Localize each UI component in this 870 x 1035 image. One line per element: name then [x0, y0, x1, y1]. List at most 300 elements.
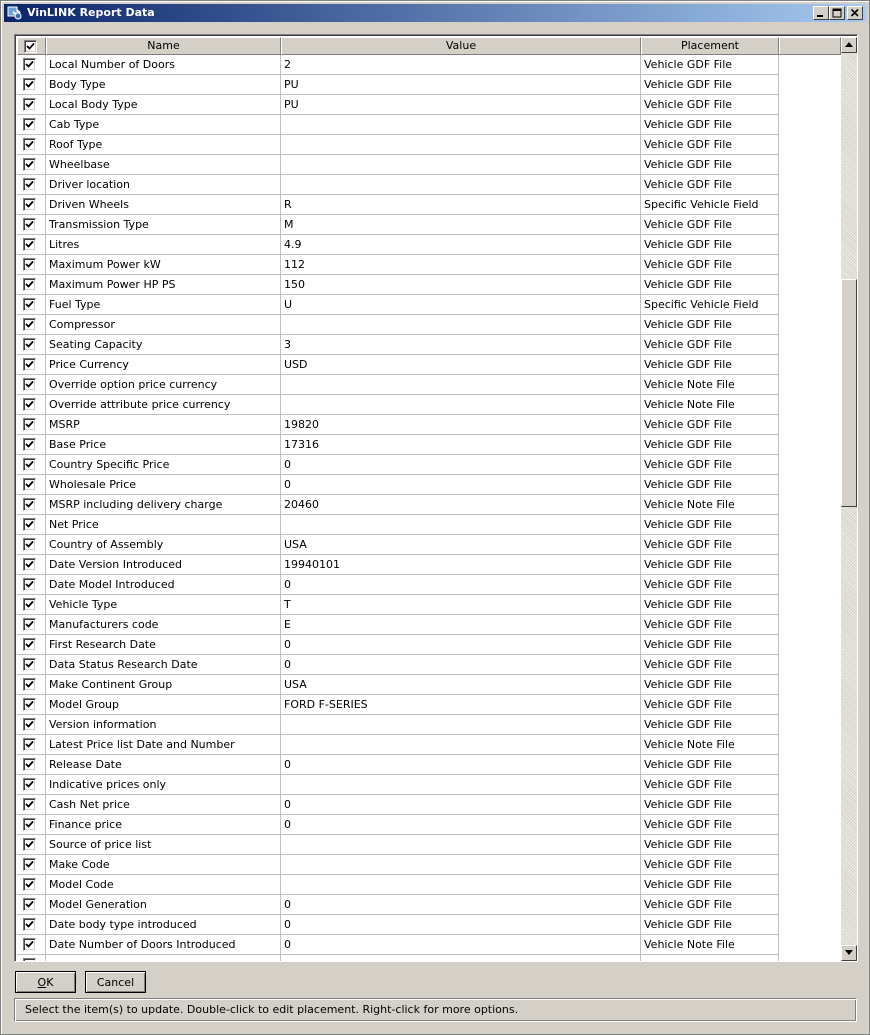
row-value: [281, 155, 641, 175]
checkmark-icon: [25, 800, 34, 809]
row-placement: Vehicle Note File: [641, 495, 779, 515]
row-value: 0: [281, 935, 641, 955]
table-row[interactable]: [17, 95, 841, 115]
scrollbar-thumb[interactable]: [841, 279, 857, 507]
table-row[interactable]: [17, 775, 841, 795]
row-name: Model Generation: [46, 895, 281, 915]
table-row[interactable]: [17, 695, 841, 715]
table-row[interactable]: [17, 955, 841, 961]
table-row[interactable]: [17, 295, 841, 315]
row-checkbox[interactable]: [23, 838, 36, 851]
column-header-value[interactable]: Value: [281, 37, 641, 55]
row-checkbox[interactable]: [23, 718, 36, 731]
row-checkbox[interactable]: [23, 318, 36, 331]
row-value: U: [281, 295, 641, 315]
row-value: 2: [281, 55, 641, 75]
row-checkbox[interactable]: [23, 898, 36, 911]
maximize-icon: [832, 8, 842, 18]
row-name: Source of price list: [46, 835, 281, 855]
row-check-cell: [17, 115, 46, 135]
row-checkbox[interactable]: [23, 698, 36, 711]
row-checkbox[interactable]: [23, 778, 36, 791]
row-name: Latest Price list Date and Number: [46, 735, 281, 755]
table-row[interactable]: [17, 415, 841, 435]
table-row[interactable]: [17, 515, 841, 535]
row-name: Data Status Research Date: [46, 655, 281, 675]
checkmark-icon: [25, 580, 34, 589]
row-placement: Vehicle GDF File: [641, 635, 779, 655]
row-value: 0: [281, 455, 641, 475]
row-value: E: [281, 615, 641, 635]
table-row[interactable]: [17, 235, 841, 255]
row-checkbox[interactable]: [23, 298, 36, 311]
status-bar: Select the item(s) to update. Double-click to edit placement. Right-click for more options.: [14, 998, 857, 1022]
table-row[interactable]: [17, 475, 841, 495]
row-placement: Vehicle GDF File: [641, 655, 779, 675]
checkmark-icon: [25, 180, 34, 189]
close-icon: [850, 8, 860, 18]
checkmark-icon: [25, 920, 34, 929]
row-checkbox[interactable]: [23, 638, 36, 651]
row-placement: Vehicle GDF File: [641, 695, 779, 715]
row-check-cell: [17, 395, 46, 415]
maximize-button[interactable]: [829, 6, 845, 20]
row-name: Cash Net price: [46, 795, 281, 815]
row-value: 0: [281, 475, 641, 495]
row-placement: Vehicle GDF File: [641, 835, 779, 855]
row-name: Wheelbase: [46, 155, 281, 175]
table-row[interactable]: [17, 915, 841, 935]
row-check-cell: [17, 415, 46, 435]
row-checkbox[interactable]: [23, 458, 36, 471]
checkmark-icon: [25, 780, 34, 789]
row-check-cell: [17, 75, 46, 95]
row-placement: Vehicle GDF File: [641, 855, 779, 875]
row-checkbox[interactable]: [23, 438, 36, 451]
minimize-icon: [816, 8, 826, 18]
row-name: Driven Wheels: [46, 195, 281, 215]
table-row[interactable]: [17, 435, 841, 455]
row-placement: Vehicle GDF File: [641, 595, 779, 615]
row-name: Maximum Power HP PS: [46, 275, 281, 295]
table-row[interactable]: [17, 315, 841, 335]
table-row[interactable]: [17, 375, 841, 395]
row-check-cell: [17, 195, 46, 215]
row-placement: Vehicle GDF File: [641, 315, 779, 335]
report-data-grid: [17, 37, 841, 961]
row-value: 19820: [281, 415, 641, 435]
header-select-all[interactable]: [17, 37, 46, 55]
row-placement: Vehicle GDF File: [641, 55, 779, 75]
row-placement: Vehicle GDF File: [641, 755, 779, 775]
row-check-cell: [17, 675, 46, 695]
checkmark-icon: [25, 280, 34, 289]
table-row[interactable]: [17, 535, 841, 555]
row-placement: [641, 955, 779, 961]
table-row[interactable]: [17, 395, 841, 415]
row-name: Date body type introduced: [46, 915, 281, 935]
row-placement: Vehicle GDF File: [641, 215, 779, 235]
row-check-cell: [17, 335, 46, 355]
row-name: Maximum Power kW: [46, 255, 281, 275]
row-check-cell: [17, 535, 46, 555]
row-checkbox[interactable]: [23, 878, 36, 891]
table-row[interactable]: [17, 115, 841, 135]
row-checkbox[interactable]: [23, 58, 36, 71]
row-value: 19940101: [281, 555, 641, 575]
row-checkbox[interactable]: [23, 178, 36, 191]
row-placement: Specific Vehicle Field: [641, 195, 779, 215]
row-checkbox[interactable]: [23, 518, 36, 531]
table-row[interactable]: [17, 935, 841, 955]
checkmark-icon: [25, 700, 34, 709]
row-checkbox[interactable]: [23, 198, 36, 211]
arrow-up-icon: [845, 42, 853, 47]
row-name: Compressor: [46, 315, 281, 335]
row-name: Litres: [46, 235, 281, 255]
row-check-cell: [17, 655, 46, 675]
row-value: 3: [281, 335, 641, 355]
checkmark-icon: [25, 900, 34, 909]
table-row[interactable]: [17, 635, 841, 655]
row-value: [281, 715, 641, 735]
row-checkbox[interactable]: [23, 258, 36, 271]
row-checkbox[interactable]: [23, 958, 36, 961]
row-placement: Vehicle GDF File: [641, 415, 779, 435]
row-checkbox[interactable]: [23, 418, 36, 431]
table-row[interactable]: [17, 715, 841, 735]
row-name: Manufacturers code: [46, 615, 281, 635]
row-check-cell: [17, 815, 46, 835]
table-row[interactable]: [17, 555, 841, 575]
table-row[interactable]: [17, 815, 841, 835]
checkmark-icon: [25, 300, 34, 309]
row-value: [281, 735, 641, 755]
checkmark-icon: [25, 620, 34, 629]
table-row[interactable]: [17, 875, 841, 895]
row-checkbox[interactable]: [23, 858, 36, 871]
row-check-cell: [17, 495, 46, 515]
row-value: FORD F-SERIES: [281, 695, 641, 715]
window-title: VinLINK Report Data: [27, 6, 155, 19]
row-value: [281, 135, 641, 155]
row-name: Make Continent Group: [46, 675, 281, 695]
row-checkbox[interactable]: [23, 138, 36, 151]
checkmark-icon: [25, 860, 34, 869]
checkmark-icon: [25, 360, 34, 369]
table-row[interactable]: [17, 575, 841, 595]
row-placement: Vehicle GDF File: [641, 515, 779, 535]
table-row[interactable]: [17, 255, 841, 275]
vertical-scrollbar[interactable]: [841, 37, 857, 961]
row-name: Local Number of Doors: [46, 55, 281, 75]
table-row[interactable]: [17, 55, 841, 75]
row-checkbox[interactable]: [23, 798, 36, 811]
checkmark-icon: [25, 160, 34, 169]
row-name: Date Model Introduced: [46, 575, 281, 595]
checkmark-icon: [25, 880, 34, 889]
table-row[interactable]: [17, 155, 841, 175]
row-name: Net Price: [46, 515, 281, 535]
row-placement: Vehicle GDF File: [641, 575, 779, 595]
row-name: Country of Assembly: [46, 535, 281, 555]
checkmark-icon: [25, 660, 34, 669]
row-value: 112: [281, 255, 641, 275]
row-checkbox[interactable]: [23, 98, 36, 111]
checkmark-icon: [25, 60, 34, 69]
row-value: [281, 115, 641, 135]
row-name: Make Code: [46, 855, 281, 875]
row-check-cell: [17, 215, 46, 235]
row-placement: Specific Vehicle Field: [641, 295, 779, 315]
row-value: T: [281, 595, 641, 615]
row-checkbox[interactable]: [23, 598, 36, 611]
row-checkbox[interactable]: [23, 238, 36, 251]
row-name: Vehicle Type: [46, 595, 281, 615]
row-checkbox[interactable]: [23, 358, 36, 371]
row-placement: Vehicle GDF File: [641, 95, 779, 115]
row-check-cell: [17, 715, 46, 735]
row-value: [281, 515, 641, 535]
column-header-filler: [779, 37, 841, 55]
table-row[interactable]: [17, 275, 841, 295]
checkmark-icon: [25, 440, 34, 449]
checkmark-icon: [25, 420, 34, 429]
checkmark-icon: [25, 720, 34, 729]
row-check-cell: [17, 855, 46, 875]
row-checkbox[interactable]: [23, 938, 36, 951]
row-checkbox[interactable]: [23, 558, 36, 571]
report-data-list[interactable]: [14, 34, 858, 962]
row-name: Wholesale Price: [46, 475, 281, 495]
row-placement: Vehicle GDF File: [641, 875, 779, 895]
minimize-button[interactable]: [813, 6, 829, 20]
row-value: 0: [281, 795, 641, 815]
row-value: 20460: [281, 495, 641, 515]
row-checkbox[interactable]: [23, 118, 36, 131]
row-checkbox[interactable]: [23, 78, 36, 91]
row-value: [281, 775, 641, 795]
row-name: MSRP including delivery charge: [46, 495, 281, 515]
row-check-cell: [17, 455, 46, 475]
row-checkbox[interactable]: [23, 538, 36, 551]
row-check-cell: [17, 295, 46, 315]
row-checkbox[interactable]: [23, 478, 36, 491]
row-check-cell: [17, 55, 46, 75]
title-bar[interactable]: [4, 4, 866, 22]
row-check-cell: [17, 435, 46, 455]
checkmark-icon: [25, 600, 34, 609]
row-check-cell: [17, 935, 46, 955]
row-name: Override attribute price currency: [46, 395, 281, 415]
table-row[interactable]: [17, 735, 841, 755]
row-value: USD: [281, 355, 641, 375]
row-check-cell: [17, 475, 46, 495]
select-all-checkbox[interactable]: [24, 40, 37, 53]
row-value: PU: [281, 75, 641, 95]
checkmark-icon: [25, 840, 34, 849]
row-value: 150: [281, 275, 641, 295]
row-placement: Vehicle GDF File: [641, 115, 779, 135]
row-placement: Vehicle GDF File: [641, 275, 779, 295]
row-checkbox[interactable]: [23, 618, 36, 631]
row-value: 0: [281, 755, 641, 775]
row-placement: Vehicle GDF File: [641, 455, 779, 475]
column-header-placement[interactable]: Placement: [641, 37, 779, 55]
table-row[interactable]: [17, 495, 841, 515]
table-row[interactable]: [17, 655, 841, 675]
row-check-cell: [17, 255, 46, 275]
row-placement: Vehicle GDF File: [641, 235, 779, 255]
row-value: 17316: [281, 435, 641, 455]
row-checkbox[interactable]: [23, 158, 36, 171]
row-name: Date Version Introduced: [46, 555, 281, 575]
row-name: Base Price: [46, 435, 281, 455]
table-row[interactable]: [17, 335, 841, 355]
row-checkbox[interactable]: [23, 378, 36, 391]
row-checkbox[interactable]: [23, 758, 36, 771]
row-checkbox[interactable]: [23, 738, 36, 751]
row-name: Fuel Type: [46, 295, 281, 315]
scroll-up-button[interactable]: [841, 37, 857, 53]
checkmark-icon: [25, 760, 34, 769]
row-value: USA: [281, 675, 641, 695]
ok-button[interactable]: [15, 971, 76, 993]
row-value: 0: [281, 575, 641, 595]
row-check-cell: [17, 315, 46, 335]
table-row[interactable]: [17, 675, 841, 695]
row-placement: Vehicle GDF File: [641, 615, 779, 635]
checkmark-icon: [25, 220, 34, 229]
row-placement: Vehicle GDF File: [641, 75, 779, 95]
checkmark-icon: [25, 320, 34, 329]
table-row[interactable]: [17, 835, 841, 855]
row-check-cell: [17, 375, 46, 395]
row-check-cell: [17, 575, 46, 595]
row-value: 4.9: [281, 235, 641, 255]
row-name: Transmission Type: [46, 215, 281, 235]
row-value: USA: [281, 535, 641, 555]
row-check-cell: [17, 795, 46, 815]
row-name: Release Date: [46, 755, 281, 775]
table-row[interactable]: [17, 595, 841, 615]
checkmark-icon: [25, 640, 34, 649]
row-placement: Vehicle GDF File: [641, 775, 779, 795]
row-checkbox[interactable]: [23, 658, 36, 671]
row-checkbox[interactable]: [23, 278, 36, 291]
row-check-cell: [17, 755, 46, 775]
row-placement: Vehicle GDF File: [641, 815, 779, 835]
row-placement: Vehicle GDF File: [641, 335, 779, 355]
checkmark-icon: [25, 960, 34, 961]
table-row[interactable]: [17, 195, 841, 215]
row-placement: Vehicle GDF File: [641, 355, 779, 375]
row-value: M: [281, 215, 641, 235]
scroll-down-button[interactable]: [841, 945, 857, 961]
checkmark-icon: [25, 100, 34, 109]
row-name: Country Specific Price: [46, 455, 281, 475]
table-row[interactable]: [17, 855, 841, 875]
row-checkbox[interactable]: [23, 818, 36, 831]
checkmark-icon: [25, 240, 34, 249]
checkmark-icon: [26, 42, 35, 51]
row-placement: Vehicle GDF File: [641, 475, 779, 495]
row-placement: Vehicle GDF File: [641, 715, 779, 735]
row-check-cell: [17, 155, 46, 175]
row-value: PU: [281, 95, 641, 115]
row-checkbox[interactable]: [23, 498, 36, 511]
table-row[interactable]: [17, 215, 841, 235]
table-row[interactable]: [17, 75, 841, 95]
row-placement: Vehicle Note File: [641, 935, 779, 955]
row-check-cell: [17, 175, 46, 195]
row-checkbox[interactable]: [23, 218, 36, 231]
row-placement: Vehicle GDF File: [641, 255, 779, 275]
checkmark-icon: [25, 520, 34, 529]
row-name: First Research Date: [46, 635, 281, 655]
row-checkbox[interactable]: [23, 918, 36, 931]
table-row[interactable]: [17, 135, 841, 155]
row-check-cell: [17, 355, 46, 375]
column-header-row: [17, 37, 841, 55]
row-check-cell: [17, 735, 46, 755]
row-checkbox[interactable]: [23, 678, 36, 691]
ok-accelerator: O: [37, 975, 47, 989]
row-name: Model Group: [46, 695, 281, 715]
row-name: Finance price: [46, 815, 281, 835]
row-check-cell: [17, 615, 46, 635]
column-header-name[interactable]: Name: [46, 37, 281, 55]
row-name: Local Body Type: [46, 95, 281, 115]
checkmark-icon: [25, 80, 34, 89]
row-check-cell: [17, 915, 46, 935]
checkmark-icon: [25, 400, 34, 409]
table-row[interactable]: [17, 355, 841, 375]
row-name: MSRP: [46, 415, 281, 435]
row-value: 0: [281, 635, 641, 655]
checkmark-icon: [25, 460, 34, 469]
row-value: 0: [281, 815, 641, 835]
checkmark-icon: [25, 500, 34, 509]
row-placement: Vehicle GDF File: [641, 675, 779, 695]
row-name: Seating Capacity: [46, 335, 281, 355]
row-placement: Vehicle Note File: [641, 735, 779, 755]
table-row[interactable]: [17, 755, 841, 775]
row-placement: Vehicle GDF File: [641, 155, 779, 175]
row-check-cell: [17, 95, 46, 115]
checkmark-icon: [25, 740, 34, 749]
row-check-cell: [17, 515, 46, 535]
row-check-cell: [17, 775, 46, 795]
cancel-button[interactable]: Cancel: [85, 971, 146, 993]
row-name: Version information: [46, 715, 281, 735]
close-button[interactable]: [847, 6, 863, 20]
row-value: [281, 875, 641, 895]
table-row[interactable]: [17, 615, 841, 635]
row-checkbox[interactable]: [23, 338, 36, 351]
row-value: R: [281, 195, 641, 215]
row-checkbox[interactable]: [23, 578, 36, 591]
row-value: [281, 835, 641, 855]
table-row[interactable]: [17, 175, 841, 195]
table-row[interactable]: [17, 795, 841, 815]
row-name: Price Currency: [46, 355, 281, 375]
row-name: [46, 955, 281, 961]
row-checkbox[interactable]: [23, 398, 36, 411]
table-row[interactable]: [17, 895, 841, 915]
table-row[interactable]: [17, 455, 841, 475]
table-rows: [17, 55, 841, 961]
